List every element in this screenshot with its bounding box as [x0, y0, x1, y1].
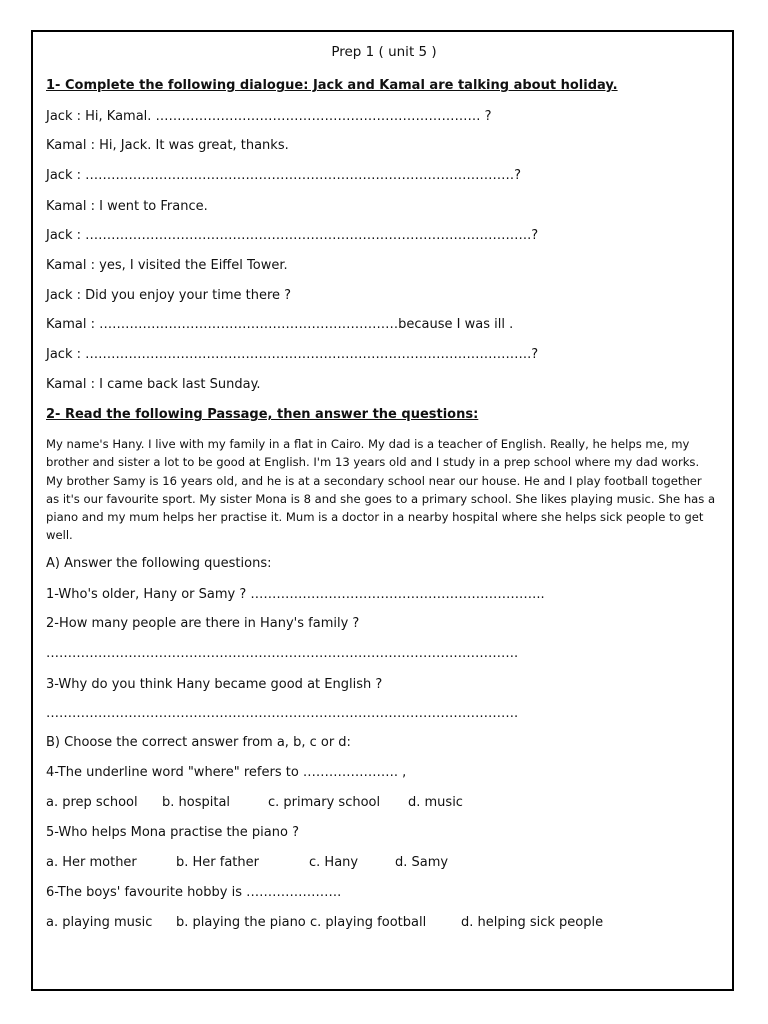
dialogue-line-3: Jack : ………………………………………………………………………………………?: [46, 168, 522, 183]
q5-option-a: a. Her mother: [46, 855, 137, 870]
passage-text: My name's Hany. I live with my family in a flat in Cairo. My dad is a teacher of English. Really, he helps me, my brother and sister a lot to be good at English. I'm 13 years old and I study in a prep school where my dad works. My brother Samy is 16 years old, and he is at a secondary school near our house. He and I play football together as it's our favourite sport. My sister Mona is 8 and she goes to a primary school. She likes playing music. She has a piano and my mum helps her practise it. Mum is a doctor in a nearby hospital where she helps sick people to get well.: [46, 437, 716, 543]
dialogue-line-4: Kamal : I went to France.: [46, 199, 208, 214]
q5-option-d: d. Samy: [395, 855, 449, 870]
dialogue-line-5: Jack : ………………………………………………………………………………………….?: [46, 228, 539, 243]
q6-option-a: a. playing music: [46, 915, 153, 930]
part-a-heading: A) Answer the following questions:: [46, 556, 272, 571]
q4-option-d: d. music: [408, 795, 463, 810]
q4-option-c: c. primary school: [268, 795, 381, 810]
q5-option-b: b. Her father: [176, 855, 259, 870]
dialogue-line-8: Kamal : ……………………………………………………………because I was ill .: [46, 317, 514, 332]
question-1: 1-Who's older, Hany or Samy ? …………………………………………………………..: [46, 587, 545, 602]
q6-option-c: c. playing football: [310, 915, 427, 930]
q4-option-a: a. prep school: [46, 795, 138, 810]
q6-option-b: b. playing the piano: [176, 915, 306, 930]
section1-heading: 1- Complete the following dialogue: Jack and Kamal are talking about holiday.: [46, 78, 618, 93]
part-b-heading: B) Choose the correct answer from a, b, c or d:: [46, 735, 351, 750]
section2-heading: 2- Read the following Passage, then answer the questions:: [46, 407, 479, 422]
question-6: 6-The boys' favourite hobby is ………………….: [46, 885, 342, 900]
q5-option-c: c. Hany: [309, 855, 359, 870]
dialogue-line-7: Jack : Did you enjoy your time there ?: [46, 288, 292, 303]
reading-passage: [46, 435, 716, 545]
question-2: 2-How many people are there in Hany's family ?: [46, 616, 360, 631]
dialogue-line-6: Kamal : yes, I visited the Eiffel Tower.: [46, 258, 288, 273]
question-5: 5-Who helps Mona practise the piano ?: [46, 825, 299, 840]
dialogue-line-2: Kamal : Hi, Jack. It was great, thanks.: [46, 138, 289, 153]
page-title: Prep 1 ( unit 5 ): [331, 44, 437, 60]
q6-option-d: d. helping sick people: [461, 915, 604, 930]
dialogue-line-9: Jack : ………………………………………………………………………………………….?: [46, 347, 539, 362]
question-2-answer-blank: ……………………………………………………………………………………………….: [46, 646, 519, 661]
question-3-answer-blank: ……………………………………………………………………………………………….: [46, 706, 519, 721]
dialogue-line-10: Kamal : I came back last Sunday.: [46, 377, 261, 392]
dialogue-line-1: Jack : Hi, Kamal. ………………………………………………………………… ?: [46, 109, 492, 124]
question-4: 4-The underline word "where" refers to …………………. ,: [46, 765, 407, 780]
question-3: 3-Why do you think Hany became good at English ?: [46, 677, 383, 692]
q4-option-b: b. hospital: [162, 795, 231, 810]
